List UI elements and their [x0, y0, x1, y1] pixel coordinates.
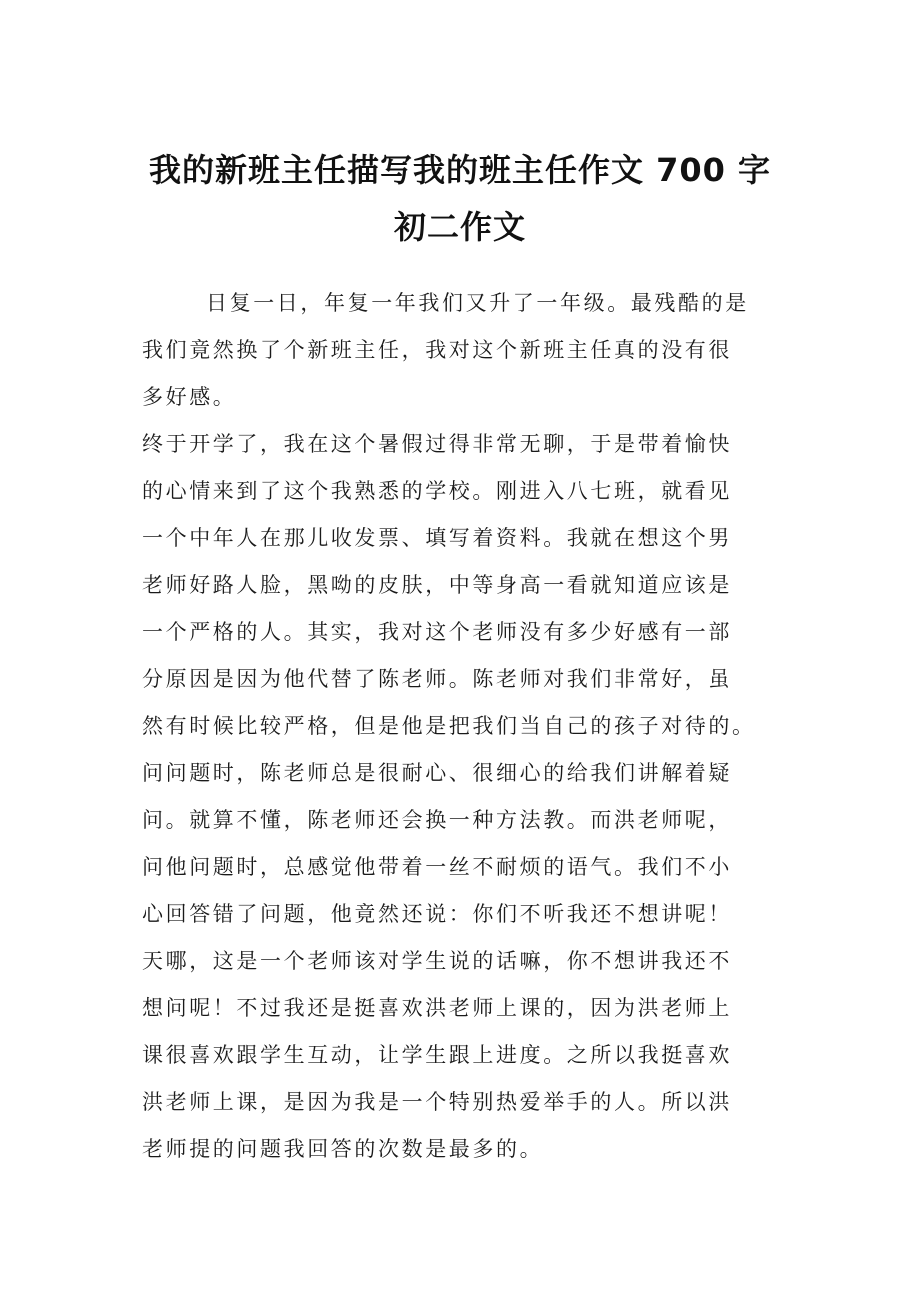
body-line: 天哪，这是一个老师该对学生说的话嘛，你不想讲我还不 — [142, 949, 732, 973]
body-line: 一个严格的人。其实，我对这个老师没有多少好感有一部 — [142, 620, 732, 644]
body-line: 课很喜欢跟学生互动，让学生跟上进度。之所以我挺喜欢 — [142, 1043, 732, 1067]
body-line: 洪老师上课，是因为我是一个特别热爱举手的人。所以洪 — [142, 1090, 732, 1114]
body-line: 问问题时，陈老师总是很耐心、很细心的给我们讲解着疑 — [142, 761, 732, 785]
body-line: 终于开学了，我在这个暑假过得非常无聊，于是带着愉快 — [142, 432, 732, 456]
body-line: 老师好路人脸，黑呦的皮肤，中等身高一看就知道应该是 — [142, 573, 732, 597]
body-line: 一个中年人在那儿收发票、填写着资料。我就在想这个男 — [142, 526, 732, 550]
body-line: 问他问题时，总感觉他带着一丝不耐烦的语气。我们不小 — [142, 855, 732, 879]
title-line-2: 初二作文 — [393, 208, 526, 246]
body-line: 的心情来到了这个我熟悉的学校。刚进入八七班，就看见 — [142, 479, 732, 503]
body-line: 问。就算不懂，陈老师还会换一种方法教。而洪老师呢， — [142, 808, 732, 832]
body-line: 想问呢！不过我还是挺喜欢洪老师上课的，因为洪老师上 — [142, 996, 732, 1020]
body-line: 我们竟然换了个新班主任，我对这个新班主任真的没有很 — [142, 338, 732, 362]
title-line-1: 我的新班主任描写我的班主任作文 700 字 — [148, 151, 772, 189]
body-line: 日复一日，年复一年我们又升了一年级。最残酷的是 — [206, 291, 749, 315]
body-line: 老师提的问题我回答的次数是最多的。 — [142, 1137, 544, 1161]
body-line: 多好感。 — [142, 385, 237, 409]
body-line: 分原因是因为他代替了陈老师。陈老师对我们非常好，虽 — [142, 667, 732, 691]
body-line: 然有时候比较严格，但是他是把我们当自己的孩子对待的。 — [142, 714, 756, 738]
body-line: 心回答错了问题，他竟然还说：你们不听我还不想讲呢！ — [142, 902, 732, 926]
